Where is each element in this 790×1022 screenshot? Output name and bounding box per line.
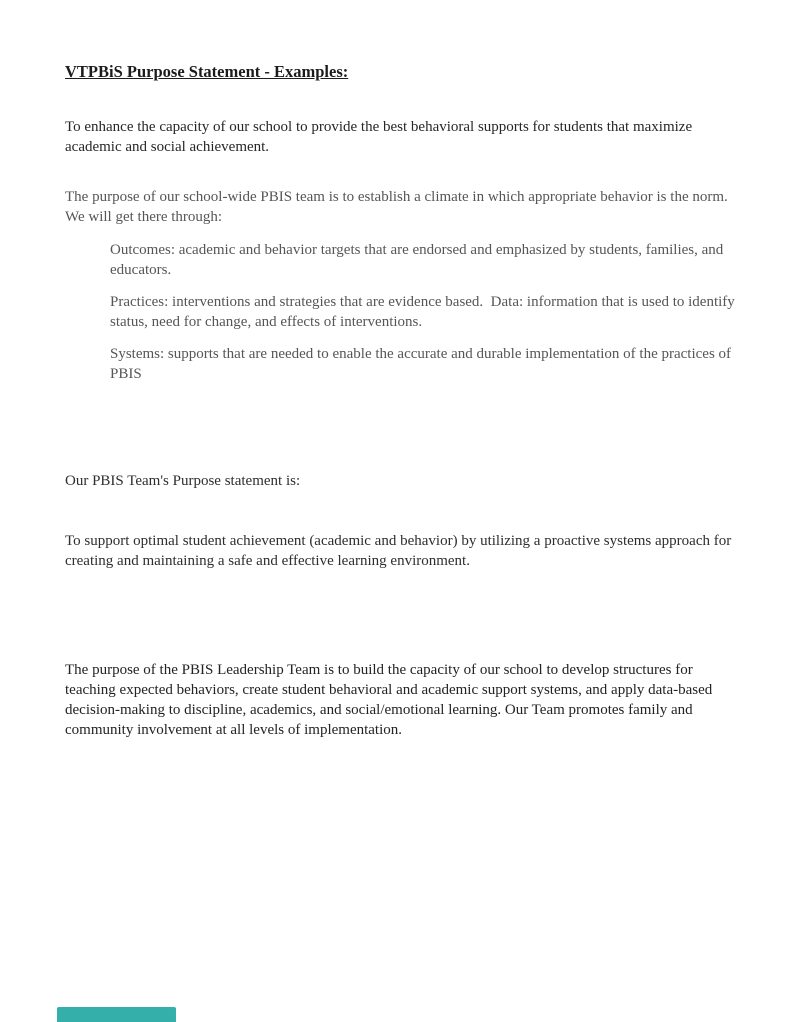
page-title: VTPBiS Purpose Statement - Examples:	[65, 62, 349, 81]
team-purpose-block	[65, 431, 737, 611]
team-purpose-label: Our PBIS Team's Purpose statement is:	[65, 473, 301, 489]
footer-accent-bar[interactable]	[57, 1007, 176, 1022]
indented-definitions	[65, 240, 737, 384]
team-purpose-text: To support optimal student achievement (academic and behavior) by utilizing a proactive systems approach for creating and maintaining a safe and effective learning environment.	[65, 533, 735, 569]
paragraph-outcomes: Outcomes: academic and behavior targets that are endorsed and emphasized by students, families, and educators.	[110, 242, 728, 278]
paragraph-practices-data: Practices: interventions and strategies that are evidence based. Data: information that is used to identify status, need for change, and effects of interventions.	[110, 294, 739, 330]
paragraph-schoolwide-purpose: The purpose of our school-wide PBIS team is to establish a climate in which appropriate behavior is the norm. We will get there through:	[65, 189, 732, 225]
paragraph-example-statement: To enhance the capacity of our school to provide the best behavioral supports for students that maximize academic and social achievement.	[65, 119, 696, 155]
paragraph-leadership-purpose: The purpose of the PBIS Leadership Team is to build the capacity of our school to develop structures for teaching expected behaviors, create student behavioral and academic support systems, and apply data-based decision-making to discipline, academics, and social/emotional learning. Our Team promotes family and community involvement at all levels of implementation.	[65, 662, 716, 738]
paragraph-systems: Systems: supports that are needed to enable the accurate and durable implementation of the practices of PBIS	[110, 346, 735, 382]
